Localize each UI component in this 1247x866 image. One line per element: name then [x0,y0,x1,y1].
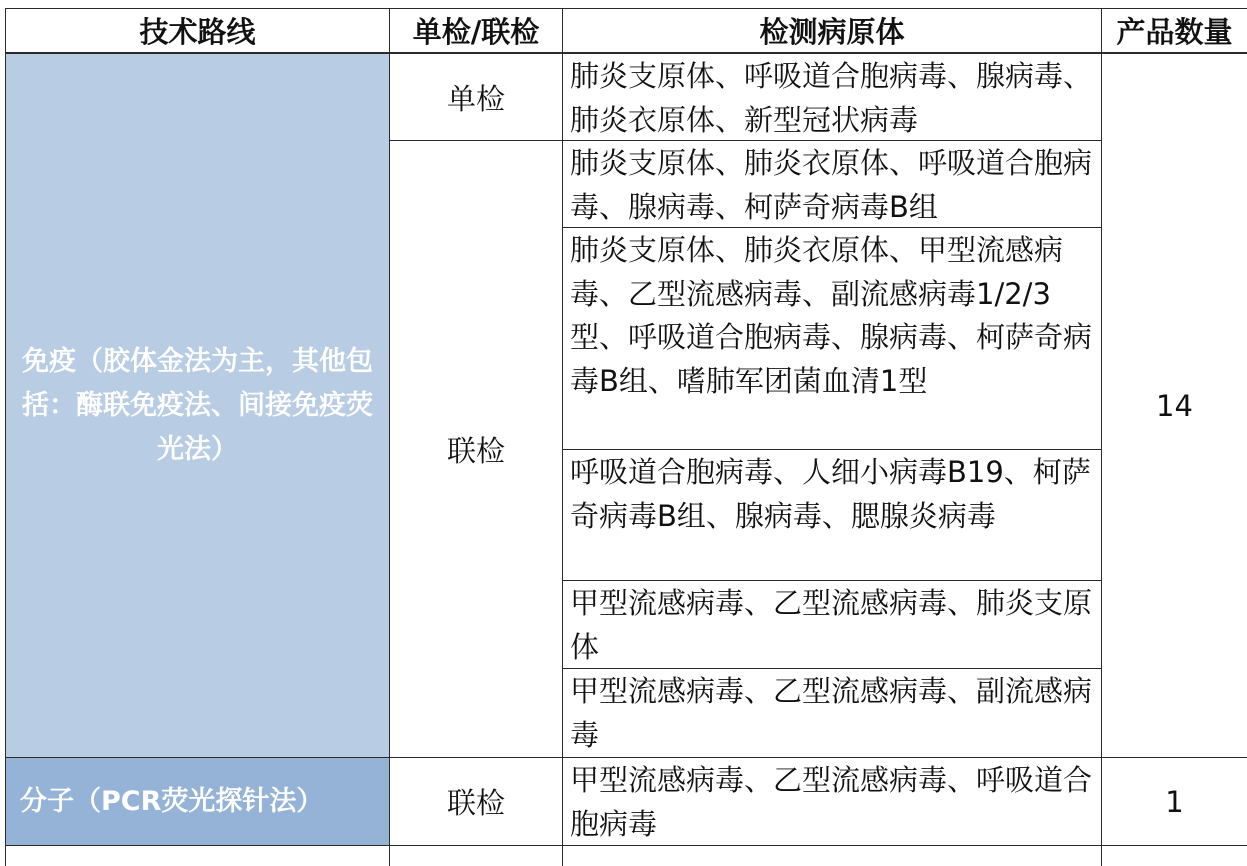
header-pathogen: 检测病原体 [563,8,1102,54]
pathogen-cell: 呼吸道合胞病毒、人细小病毒B19、柯萨奇病毒B组、腺病毒、腮腺炎病毒 [563,450,1102,581]
mode-cell-combined: 联检 [390,141,563,758]
empty-cell [5,846,390,866]
route-cell-immuno: 免疫（胶体金法为主，其他包括：酶联免疫法、间接免疫荧光法） [5,54,390,758]
pathogen-cell: 甲型流感病毒、乙型流感病毒、肺炎支原体 [563,581,1102,669]
empty-cell [390,846,563,866]
header-route: 技术路线 [5,8,390,54]
pathogen-cell: 肺炎支原体、呼吸道合胞病毒、腺病毒、肺炎衣原体、新型冠状病毒 [563,54,1102,141]
header-mode: 单检/联检 [390,8,563,54]
count-cell-immuno: 14 [1102,54,1247,758]
pathogen-cell: 肺炎支原体、肺炎衣原体、呼吸道合胞病毒、腺病毒、柯萨奇病毒B组 [563,141,1102,228]
pathogen-cell: 甲型流感病毒、乙型流感病毒、呼吸道合胞病毒 [563,758,1102,846]
mode-cell-single: 单检 [390,54,563,141]
route-cell-molecular: 分子（PCR荧光探针法） [5,758,390,846]
pathogen-cell: 肺炎支原体、肺炎衣原体、甲型流感病毒、乙型流感病毒、副流感病毒1/2/3型、呼吸道合胞病毒、腺病毒、柯萨奇病毒B组、嗜肺军团菌血清1型 [563,228,1102,450]
header-count: 产品数量 [1102,8,1247,54]
mode-cell-combined: 联检 [390,758,563,846]
empty-cell [563,846,1102,866]
pathogen-cell: 甲型流感病毒、乙型流感病毒、副流感病毒 [563,669,1102,758]
count-cell-molecular: 1 [1102,758,1247,846]
